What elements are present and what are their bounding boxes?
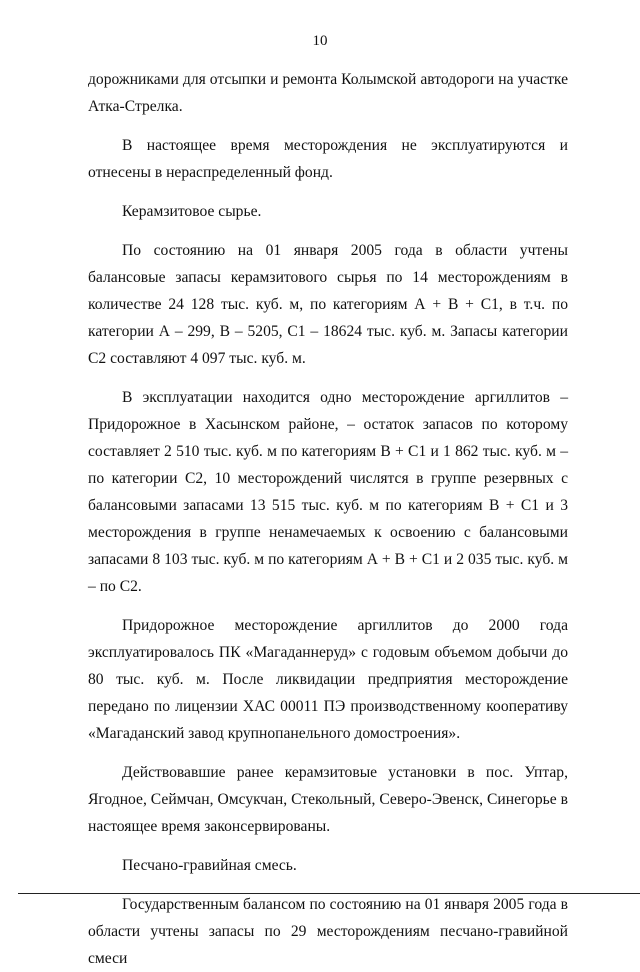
- section-heading-sand-gravel: Песчано-гравийная смесь.: [122, 857, 297, 874]
- page-number: 10: [312, 33, 328, 49]
- section-heading-claydite: Керамзитовое сырье.: [122, 203, 262, 220]
- paragraph-argillite-exploitation: В эксплуатации находится одно месторождение аргиллитов – Придорожное в Хасынском районе, – остаток запасов по которому составляет 2 510 тыс. куб. м по категориям В + С1 и 1 862 тыс. куб. м – по категории С2, 10 месторождений числятся в группе резервных с балансовыми запасами 13 515 тыс. куб. м по категориям В + С1 и 3 месторождения в группе ненамечаемых к освоению с балансовыми запасами 8 103 тыс. куб. м по категориям А + В + С1 и 2 035 тыс. куб. м – по С2.: [88, 389, 568, 595]
- paragraph-installations: Действовавшие ранее керамзитовые установки в пос. Уптар, Ягодное, Сеймчан, Омсукчан, Стекольный, Северо-Эвенск, Синегорье в настоящее время законсервированы.: [88, 764, 568, 835]
- paragraph-not-exploited: В настоящее время месторождения не эксплуатируются и отнесены в нераспределенный фонд.: [88, 137, 568, 181]
- paragraph-continuation: дорожниками для отсыпки и ремонта Колымской автодороги на участке Атка-Стрелка.: [88, 71, 568, 115]
- paragraph-claydite-reserves: По состоянию на 01 января 2005 года в области учтены балансовые запасы керамзитового сырья по 14 месторождениям в количестве 24 128 тыс. куб. м, по категориям А + В + С1, в т.ч. по категории А – 299, В – 5205, С1 – 18624 тыс. куб. м. Запасы категории С2 составляют 4 097 тыс. куб. м.: [88, 242, 568, 367]
- body-text: [88, 66, 568, 972]
- paragraph-sand-gravel-balance: Государственным балансом по состоянию на 01 января 2005 года в области учтены запасы по 29 месторождениям песчано-гравийной смеси: [88, 896, 568, 967]
- paragraph-pridorozhnoe: Придорожное месторождение аргиллитов до 2000 года эксплуатировалось ПК «Магаданнеруд» с годовым объемом добычи до 80 тыс. куб. м. После ликвидации предприятия месторождение передано по лицензии ХАС 00011 ПЭ производственному кооперативу «Магаданский завод крупнопанельного домостроения».: [88, 617, 568, 742]
- bottom-rule: [18, 893, 640, 894]
